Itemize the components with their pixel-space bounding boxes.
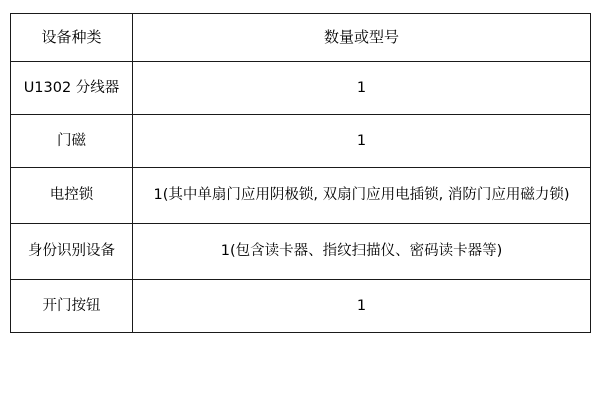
table-row	[11, 280, 591, 333]
cell-category: 电控锁	[11, 168, 133, 224]
column-header-category: 设备种类	[11, 14, 133, 62]
equipment-spec-table	[10, 13, 591, 333]
cell-value: 1(其中单扇门应用阴极锁, 双扇门应用电插锁, 消防门应用磁力锁)	[133, 168, 591, 224]
cell-category: 门磁	[11, 115, 133, 168]
table-row	[11, 224, 591, 280]
column-header-value: 数量或型号	[133, 14, 591, 62]
cell-category: 开门按钮	[11, 280, 133, 333]
cell-category: U1302 分线器	[11, 62, 133, 115]
cell-category: 身份识别设备	[11, 224, 133, 280]
table-header-row	[11, 14, 591, 62]
table-row	[11, 168, 591, 224]
cell-value: 1	[133, 115, 591, 168]
table-row	[11, 115, 591, 168]
cell-value: 1(包含读卡器、指纹扫描仪、密码读卡器等)	[133, 224, 591, 280]
cell-value: 1	[133, 62, 591, 115]
table-row	[11, 62, 591, 115]
cell-value: 1	[133, 280, 591, 333]
